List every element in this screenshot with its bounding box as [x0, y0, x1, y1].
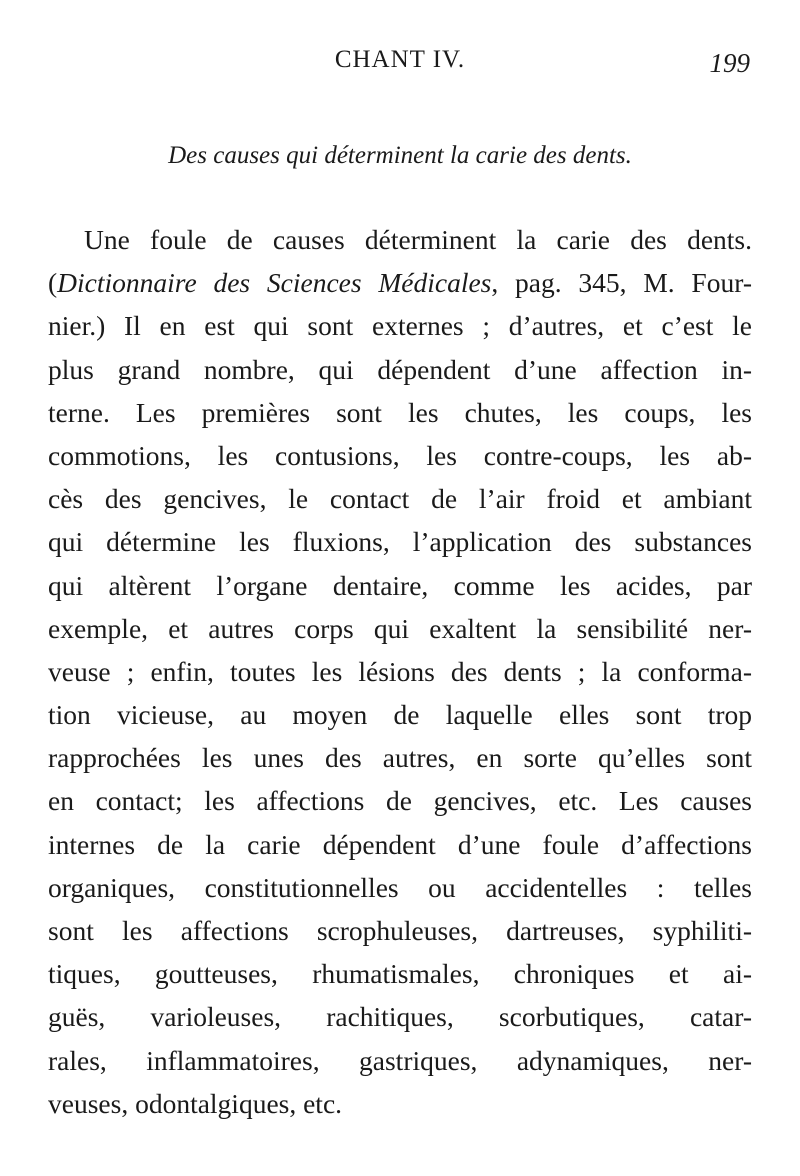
paragraph-line: sont les affections scrophuleuses, dartreuses, syphiliti-: [48, 915, 752, 946]
citation-title: Dictionnaire des Sciences Médicales: [57, 267, 492, 299]
paragraph-line: tiques, goutteuses, rhumatismales, chroniques et ai-: [48, 958, 752, 990]
paragraph-line: nier.) Il en est qui sont externes ; d’autres, et c’est le: [48, 310, 752, 342]
paragraph-line: guës, varioleuses, rachitiques, scorbutiques, catar-: [48, 1001, 752, 1033]
paragraph-line: terne. Les premières sont les chutes, les coups, les: [48, 396, 752, 428]
chapter-heading: CHANT IV.: [334, 46, 466, 73]
paragraph-line: internes de la carie dépendent d’une foule d’affections: [48, 828, 752, 860]
citation-open-paren: (: [48, 267, 58, 299]
paragraph-line: Une foule de causes déterminent la carie des dents.: [84, 224, 752, 255]
paragraph-line: plus grand nombre, qui dépendent d’une affection in-: [48, 353, 752, 385]
paragraph-line: qui détermine les fluxions, l’application des substances: [48, 526, 752, 558]
paragraph-line: veuse ; enfin, toutes les lésions des dents ; la conforma-: [48, 655, 752, 687]
paragraph-line: rales, inflammatoires, gastriques, adynamiques, ner-: [48, 1044, 752, 1076]
paragraph-line: rapprochées les unes des autres, en sorte qu’elles sont: [48, 742, 752, 774]
running-head: [50, 44, 750, 84]
paragraph-line-last: veuses, odontalgiques, etc.: [48, 1087, 343, 1119]
paragraph-line: exemple, et autres corps qui exaltent la sensibilité ner-: [48, 612, 752, 644]
paragraph-line: tion vicieuse, au moyen de laquelle elles sont trop: [48, 699, 752, 731]
citation-rest: , pag. 345, M. Four-: [491, 267, 752, 299]
page-number: 199: [709, 48, 750, 78]
paragraph-line: cès des gencives, le contact de l’air froid et ambiant: [48, 483, 752, 515]
section-title: Des causes qui déterminent la carie des dents.: [168, 142, 632, 169]
paragraph-line: organiques, constitutionnelles ou accidentelles : telles: [48, 871, 752, 903]
paragraph-line: commotions, les contusions, les contre-coups, les ab-: [48, 439, 752, 471]
paragraph-line-citation: [48, 261, 752, 304]
paragraph-line: qui altèrent l’organe dentaire, comme les acides, par: [48, 569, 752, 601]
paragraph-line: en contact; les affections de gencives, etc. Les causes: [48, 785, 752, 817]
paragraph: [48, 218, 752, 1125]
